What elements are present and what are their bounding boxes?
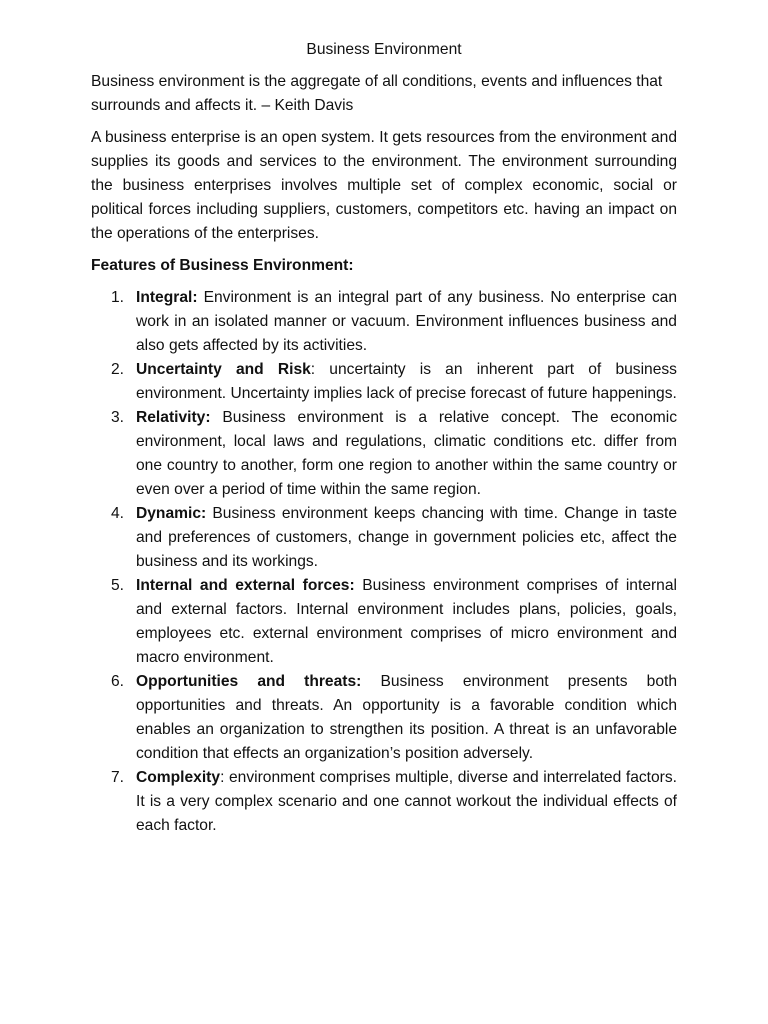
feature-term: Uncertainty and Risk xyxy=(136,361,311,378)
definition-paragraph: Business environment is the aggregate of all conditions, events and influences that surrounds and affects it. – Keith Davis xyxy=(91,73,663,114)
feature-number: 4. xyxy=(111,505,125,522)
features-list xyxy=(91,286,677,838)
feature-item-uncertainty-and-risk xyxy=(91,358,677,406)
feature-item-opportunities-threats xyxy=(91,670,677,766)
feature-item-dynamic xyxy=(91,502,677,574)
feature-text: : uncertainty is an inherent part of business environment. Uncertainty implies lack of precise forecast of future happenings. xyxy=(136,361,677,402)
feature-number: 6. xyxy=(111,673,125,690)
feature-text: Business environment is a relative concept. The economic environment, local laws and regulations, climatic conditions etc. differ from one country to another, form one region to another within the same country or even over a period of time within the same region. xyxy=(136,409,677,498)
feature-term: Complexity xyxy=(136,769,221,786)
feature-item-complexity xyxy=(91,766,677,838)
feature-term: Opportunities and threats: xyxy=(136,673,362,690)
feature-term: Dynamic: xyxy=(136,505,207,522)
feature-text: Business environment keeps chancing with time. Change in taste and preferences of customers, change in government policies etc, affect the business and its workings. xyxy=(136,505,677,570)
feature-number: 3. xyxy=(111,409,125,426)
feature-text: : environment comprises multiple, diverse and interrelated factors. It is a very complex scenario and one cannot workout the individual effects of each factor. xyxy=(136,769,677,834)
feature-term: Relativity: xyxy=(136,409,211,426)
feature-text: Environment is an integral part of any business. No enterprise can work in an isolated manner or vacuum. Environment influences business and also gets affected by its activities. xyxy=(136,289,677,354)
feature-number: 2. xyxy=(111,361,125,378)
document-title: Business Environment xyxy=(306,41,462,58)
feature-number: 1. xyxy=(111,289,125,306)
feature-item-relativity xyxy=(91,406,677,502)
feature-text: Business environment comprises of internal and external factors. Internal environment includes plans, policies, goals, employees etc. external environment comprises of micro environment and macro environment. xyxy=(136,577,677,666)
document-page xyxy=(91,38,677,838)
intro-paragraph: A business enterprise is an open system. It gets resources from the environment and supplies its goods and services to the environment. The environment surrounding the business enterprises involves multiple set of complex economic, social or political forces including suppliers, customers, competitors etc. having an impact on the operations of the enterprises. xyxy=(91,129,677,242)
feature-item-internal-external-forces xyxy=(91,574,677,670)
feature-number: 5. xyxy=(111,577,125,594)
feature-term: Internal and external forces: xyxy=(136,577,355,594)
feature-item-integral xyxy=(91,286,677,358)
features-heading: Features of Business Environment: xyxy=(91,257,354,274)
feature-term: Integral: xyxy=(136,289,198,306)
feature-number: 7. xyxy=(111,769,125,786)
feature-text: Business environment presents both opportunities and threats. An opportunity is a favorable condition which enables an organization to strengthen its position. A threat is an unfavorable condition that effects an organization’s position adversely. xyxy=(136,673,677,762)
